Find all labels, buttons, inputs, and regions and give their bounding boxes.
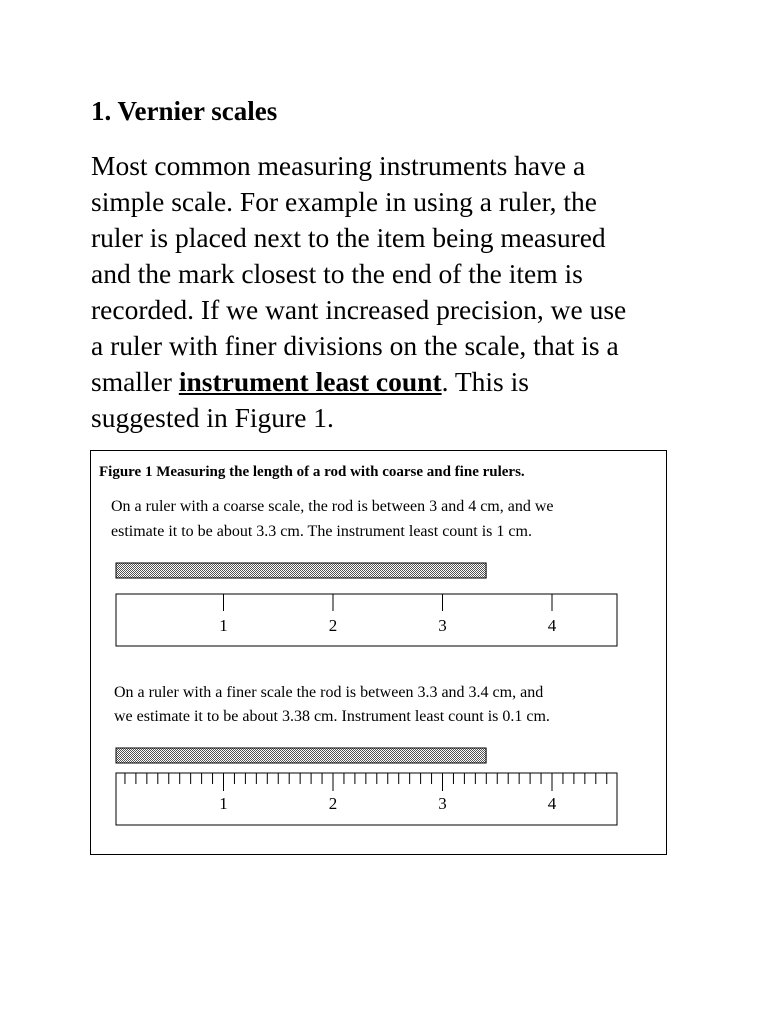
paragraph-text: . This is [441,366,529,397]
body-paragraph [91,148,691,436]
paragraph-line: ruler is placed next to the item being measured [91,222,606,253]
paragraph-line: suggested in Figure 1. [91,402,334,433]
coarse-rod [116,563,486,578]
ruler-tick-label: 4 [547,616,557,635]
coarse-caption-line2: estimate it to be about 3.3 cm. The instrument least count is 1 cm. [111,523,532,540]
ruler-tick-label: 2 [328,616,338,635]
paragraph-line: simple scale. For example in using a ruler, the [91,186,597,217]
paragraph-line: a ruler with finer divisions on the scale, that is a [91,330,619,361]
instrument-least-count-term: instrument least count [178,366,442,397]
section-heading: 1. Vernier scales [91,96,278,126]
ruler-tick-label: 4 [547,794,557,813]
paragraph-line: and the mark closest to the end of the item is [91,258,583,289]
paragraph-line: Most common measuring instruments have a [91,150,586,181]
ruler-tick-label: 1 [219,794,228,813]
fine-caption-line1: On a ruler with a finer scale the rod is between 3.3 and 3.4 cm, and [114,684,544,701]
fine-rod [116,748,486,763]
figure-1 [90,450,667,855]
coarse-ruler [116,594,617,646]
paragraph-line: recorded. If we want increased precision, we use [91,294,627,325]
paragraph-text: smaller [91,366,179,397]
paragraph-line [91,364,691,400]
ruler-tick-label: 3 [438,794,447,813]
ruler-tick-label: 1 [219,616,228,635]
fine-caption-line2: we estimate it to be about 3.38 cm. Instrument least count is 0.1 cm. [114,708,550,725]
coarse-caption-line1: On a ruler with a coarse scale, the rod is between 3 and 4 cm, and we [111,498,554,515]
figure-title: Figure 1 Measuring the length of a rod with coarse and fine rulers. [99,464,525,480]
ruler-tick-label: 3 [438,616,447,635]
figure-svg [91,451,666,854]
ruler-tick-label: 2 [328,794,338,813]
